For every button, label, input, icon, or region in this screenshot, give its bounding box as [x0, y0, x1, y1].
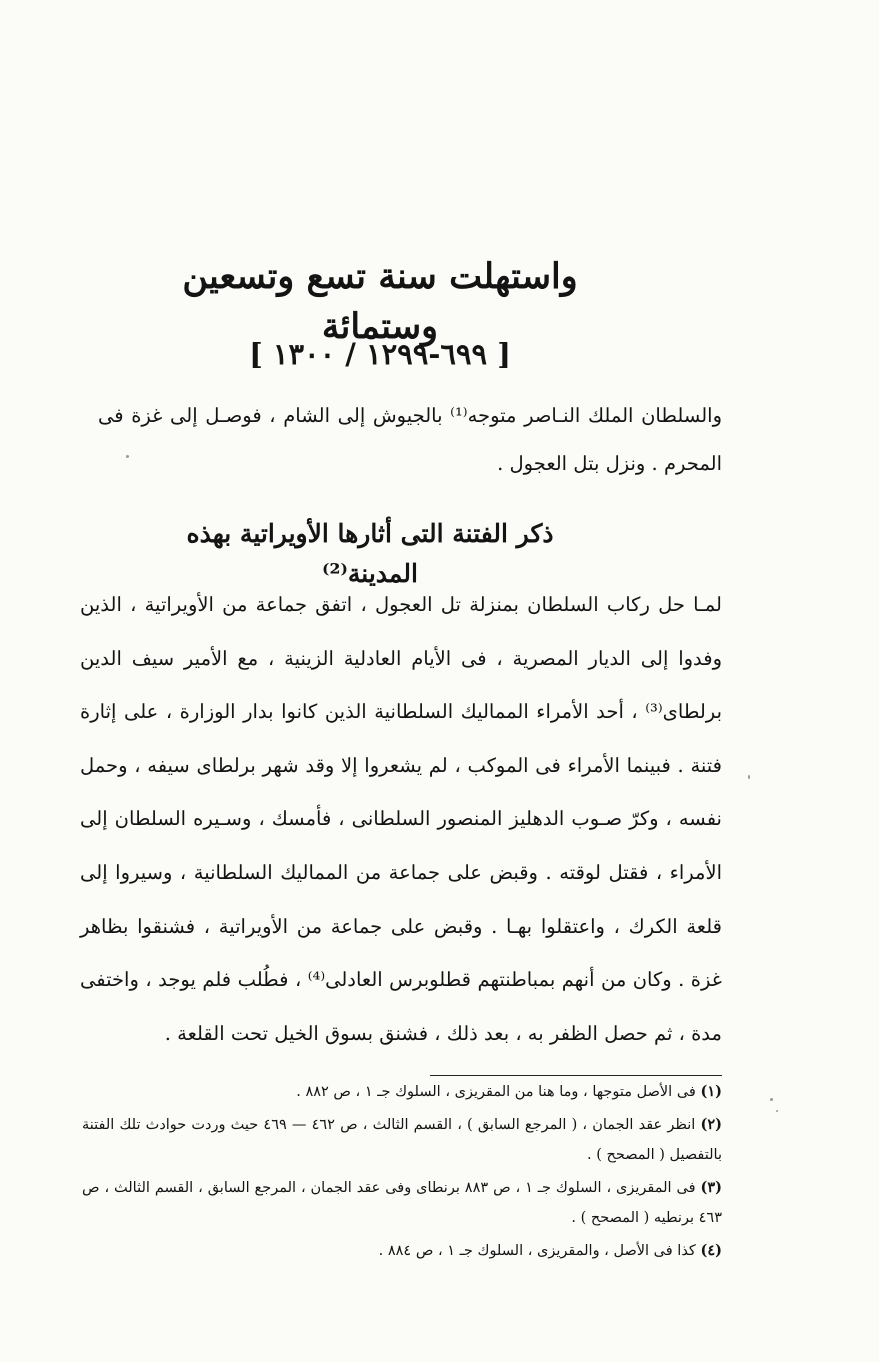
- footnote-number: (٤): [700, 1242, 722, 1259]
- paper-speck: [776, 1110, 778, 1112]
- footnote-2: [82, 1110, 722, 1170]
- footnote-4: [82, 1236, 722, 1266]
- paper-speck: [748, 775, 750, 779]
- intro-paragraph: والسلطان الملك النـاصر متوجه⁽¹⁾ بالجيوش إلى الشام ، فوصـل إلى غزة فى المحرم . ونزل بتل العجول .: [98, 404, 722, 475]
- footnote-1: [82, 1077, 722, 1107]
- footnote-number: (١): [700, 1083, 722, 1100]
- footnote-text: كذا فى الأصل ، والمقريزى ، السلوك جـ ١ ، ص ٨٨٤ .: [378, 1243, 696, 1259]
- paper-speck: [126, 455, 129, 458]
- footnotes: [82, 1077, 722, 1269]
- footnote-number: (٢): [700, 1116, 723, 1133]
- footnote-number: (٣): [700, 1179, 722, 1196]
- year-date-range: [ ٦٩٩-١٢٩٩ / ١٣٠٠ ]: [249, 337, 511, 371]
- footnote-text: انظر عقد الجمان ، ( المرجع السابق ) ، القسم الثالث ، ص ٤٦٢ — ٤٦٩ حيث وردت حوادث تلك الفتنة بالتفصيل ( المصحح ) .: [82, 1117, 722, 1163]
- year-title: واستهلت سنة تسع وتسعين وستمائة: [182, 256, 578, 347]
- footnote-text: فى المقريزى ، السلوك جـ ١ ، ص ٨٨٣ برنطاى وفى عقد الجمان ، المرجع السابق ، القسم الثالث ، ص ٤٦٣ برنطيه ( المصحح ) .: [82, 1180, 722, 1226]
- footnote-3: [82, 1173, 722, 1233]
- main-paragraph: لمـا حل ركاب السلطان بمنزلة تل العجول ، اتفق جماعة من الأويراتية ، الذين وفدوا إلى الديار المصرية ، فى الأيام العادلية الزينية ، مع الأمير سيف الدين برلطاى⁽³⁾ ، أحد الأمراء المماليك السلطانية الذين كانوا بدار الوزارة ، على إثارة فتنة . فبينما الأمراء فى الموكب ، لم يشعروا إلا وقد شهر برلطاى سيفه ، وحمل نفسه ، وكرّ صـوب الدهليز المنصور السلطانى ، فأمسك ، وسـيره السلطان إلى الأمراء ، فقتل لوقته . وقبض على جماعة من المماليك السلطانية ، وسيروا إلى قلعة الكرك ، واعتقلوا بهـا . وقبض على جماعة من الأويراتية ، فشنقوا بظاهر غزة . وكان من أنهم بمباطنتهم قطلوبرس العادلى⁽⁴⁾ ، فطُلب فلم يوجد ، واختفى مدة ، ثم حصل الظفر به ، بعد ذلك ، فشنق بسوق الخيل تحت القلعة .: [80, 593, 722, 1045]
- footnote-text: فى الأصل متوجها ، وما هنا من المقريزى ، السلوك جـ ١ ، ص ٨٨٢ .: [296, 1084, 696, 1100]
- footnote-divider: [430, 1075, 722, 1076]
- section-heading: ذكر الفتنة التى أثارها الأويراتية بهذه المدينة⁽²⁾: [186, 519, 554, 588]
- paper-speck: [770, 1098, 773, 1101]
